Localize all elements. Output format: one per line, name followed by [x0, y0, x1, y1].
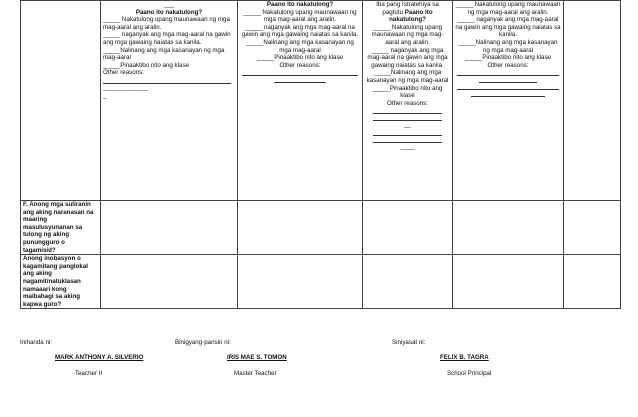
empty-cell	[101, 201, 238, 255]
option-line: klase	[400, 92, 415, 100]
option-line: Other reasons:	[103, 69, 144, 77]
blank-line: __	[404, 121, 411, 129]
blank-rule	[479, 76, 537, 83]
option-line: gawaing naiatas sa kanila.	[371, 61, 444, 69]
blank-rule	[274, 76, 326, 83]
option-line: mag-aaral	[103, 54, 131, 62]
option-line: pagtutu	[382, 8, 404, 16]
option-line: _____ Nakatulong upang	[372, 23, 443, 31]
empty-cell	[453, 255, 564, 309]
empty-cell	[101, 255, 238, 309]
cell-strategy-fri	[564, 1, 621, 201]
option-line: Iba pang Istratehiya sa	[376, 1, 439, 8]
cell-title: nakatulong?	[389, 16, 426, 24]
blank-rule	[373, 114, 442, 121]
option-line: _____Pinaaktibo nito ang klase	[464, 54, 551, 62]
option-line: _____Nalinang ang mga kasanayan ng	[246, 38, 354, 46]
blank-rule	[373, 136, 442, 143]
empty-cell	[363, 255, 453, 309]
verified-label: Siniyasat ni:	[392, 339, 426, 346]
option-line: aaral ang aralin.	[385, 38, 430, 46]
table-row-problems	[21, 201, 621, 255]
master-teacher-name: IRIS MAE S. TOMON	[227, 354, 287, 361]
option-line: _____Pinaaktibo nito ang	[372, 84, 443, 92]
option-line: _____Pinaaktibo nito ang klase	[256, 54, 343, 62]
cell-strategy-wed	[363, 1, 453, 201]
option-line: kanila.	[499, 31, 517, 39]
option-line: ang mga gawaing naiatas sa kanila.	[103, 38, 202, 46]
option-line: _____ Nakatulong upang maunawaan ng	[243, 8, 357, 16]
row-label-cell-empty	[21, 1, 101, 201]
option-line: _____Nalinang ang mga kasanayan ng mga	[103, 46, 225, 54]
blank-rule	[457, 69, 559, 76]
row-label-g: Anong inobasyon o kagamitang panglokal ang aking nagamit/natuklasan namaaari kong maibahagi sa aking kapwa guro?	[21, 255, 101, 309]
empty-cell	[564, 201, 621, 255]
blank-line: _____________	[103, 83, 148, 91]
cell-strategy-mon	[101, 1, 238, 201]
option-line: ng mga mag-aaral	[482, 46, 534, 54]
option-line: Other reasons:	[279, 61, 321, 69]
principal-title: School Principal	[447, 370, 492, 377]
table-row-innovations	[21, 255, 621, 309]
prepared-label: Inihanda ni:	[20, 339, 52, 346]
empty-cell	[238, 255, 363, 309]
option-line: mag-aaral na gawin ang mga	[367, 54, 448, 62]
table-row-strategies	[21, 1, 621, 201]
master-teacher-title: Master Teacher	[234, 370, 277, 377]
dll-reflection-table	[20, 0, 621, 309]
cell-title: Paano ito	[404, 8, 433, 16]
blank-rule	[242, 69, 358, 76]
principal-name: FELIX B. TAGRA	[440, 354, 489, 361]
checked-label: Binigyang-pansin ni:	[175, 339, 231, 346]
option-line: mga mag-aaral ang aralin.	[263, 16, 337, 24]
option-line: _____Pinaaktibo nito ang klase	[103, 61, 190, 69]
cell-strategy-tue	[238, 1, 363, 201]
empty-cell	[564, 255, 621, 309]
blank-rule	[373, 107, 442, 114]
empty-cell	[453, 201, 564, 255]
blank-rule	[471, 90, 545, 97]
blank-line: _	[103, 91, 107, 99]
option-line: gawin ang mga gawaing naiatas sa kanila.	[241, 31, 359, 39]
option-line: _____ Nakatulong upang maunawaan	[455, 1, 561, 8]
dash-top: ___	[163, 1, 175, 8]
option-line: Other reasons:	[387, 99, 428, 107]
option-line: _____ Nakatulong upang maunawaan ng mga	[103, 16, 230, 24]
option-line: maunawaan ng mga mag-	[371, 31, 444, 39]
option-line: _____Nalinang ang mga	[373, 69, 442, 77]
empty-cell	[363, 201, 453, 255]
cell-title: Paano ito nakatulong?	[266, 1, 334, 8]
cell-strategy-thu	[453, 1, 564, 201]
option-line: _____ naganyak ang mga mag-aaral	[457, 16, 559, 24]
teacher-title: Teacher II	[75, 370, 103, 377]
blank-rule	[103, 77, 231, 84]
option-line: _____Nalinang ang mga kasanayan	[458, 38, 558, 46]
blank-rule	[457, 83, 559, 90]
option-line: na gawin ang mga gawaing naiatas sa	[455, 23, 561, 31]
option-line: kasanayan ng mga mag-aaral	[366, 76, 449, 84]
teacher-name: MARK ANTHONY A. SILVERIO	[55, 354, 144, 361]
cell-title: Paano ito nakatulong?	[135, 8, 203, 16]
option-line: ng mga mag-aaral ang aralin.	[467, 8, 549, 16]
option-line: _____ naganyak ang mga	[371, 46, 444, 54]
option-line: Other reasons:	[487, 61, 529, 69]
blank-line: ____	[400, 142, 415, 150]
blank-rule	[373, 129, 442, 136]
option-line: mga mag-aaral	[279, 46, 321, 54]
row-label-f: F. Anong mga suliranin ang aking naranasan na maaring masulusyunanan sa tulong ng aking punungguro o tagamisid?	[21, 201, 101, 255]
option-line: _____ naganyak ang mga mag-aaral na	[245, 23, 355, 31]
option-line: _____ naganyak ang mga mag-aaral na gawin	[103, 31, 231, 39]
option-line: mag-aaral ang aralin.	[103, 23, 162, 31]
empty-cell	[238, 201, 363, 255]
